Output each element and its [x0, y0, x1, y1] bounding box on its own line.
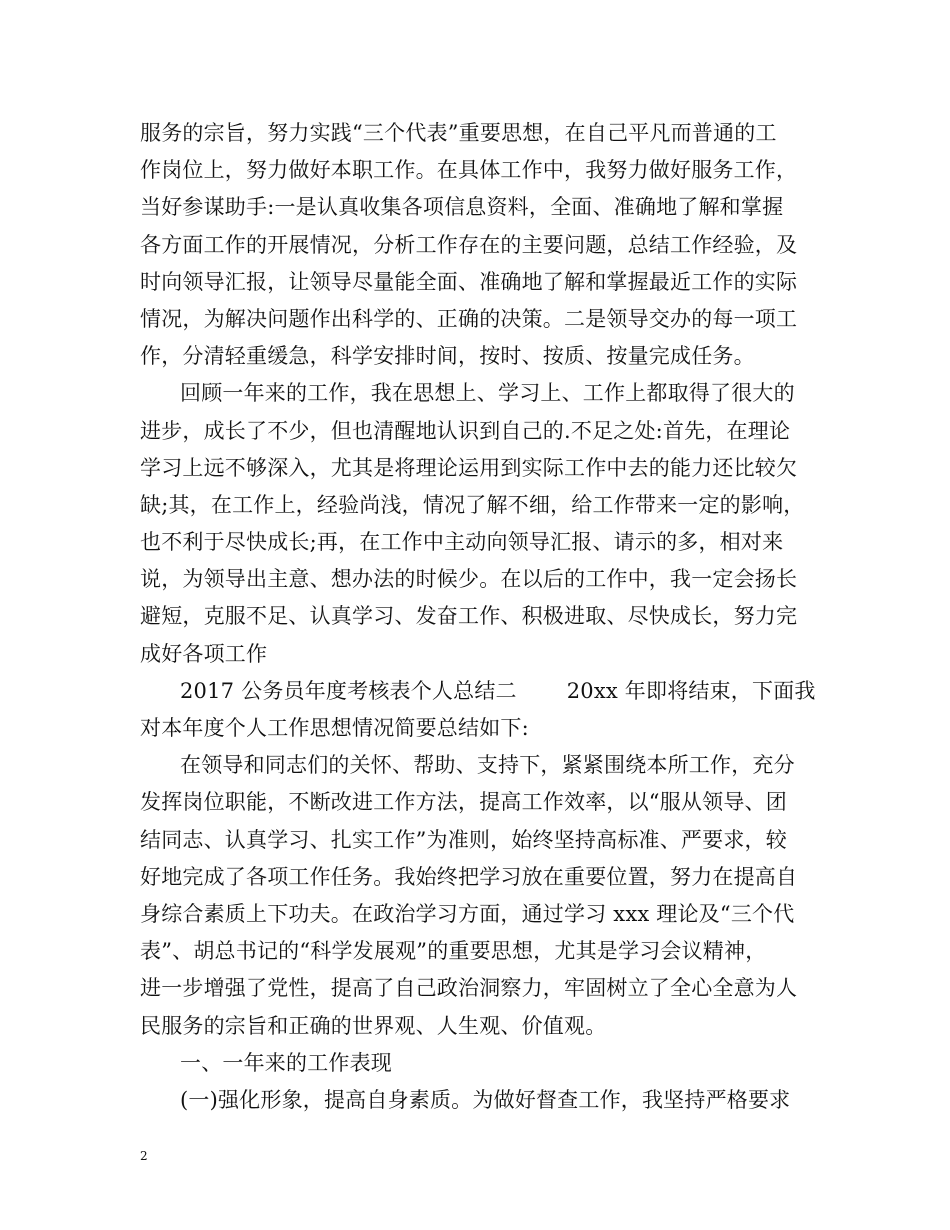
text-line: 发挥岗位职能，不断改进工作方法，提高工作效率，以“服从领导、团: [140, 790, 787, 815]
text-line: 情况，为解决问题作出科学的、正确的决策。二是领导交办的每一项工: [140, 306, 798, 331]
text-line: 学习上远不够深入，尤其是将理论运用到实际工作中去的能力还比较欠: [140, 455, 798, 480]
text-line: 作，分清轻重缓急，科学安排时间，按时、按质、按量完成任务。: [140, 344, 755, 369]
paragraph-first-line: 在领导和同志们的关怀、帮助、支持下，紧紧围绕本所工作，充分: [180, 753, 795, 778]
text-line: 时向领导汇报，让领导尽量能全面、准确地了解和掌握最近工作的实际: [140, 269, 798, 294]
text-line: 身综合素质上下功夫。在政治学习方面，通过学习 xxx 理论及“三个代: [140, 901, 795, 926]
text-line: 成好各项工作: [140, 641, 268, 666]
text-line: 进步，成长了不少，但也清醒地认识到自己的.不足之处:首先，在理论: [140, 418, 791, 443]
text-line: 好地完成了各项工作任务。我始终把学习放在重要位置，努力在提高自: [140, 864, 798, 889]
document-body: [140, 115, 816, 1119]
subheading: 一、一年来的工作表现: [180, 1050, 392, 1075]
text-line: 各方面工作的开展情况，分析工作存在的主要问题，总结工作经验，及: [140, 232, 798, 257]
paragraph-first-line: (一)强化形象，提高自身素质。为做好督查工作，我坚持严格要求: [180, 1087, 791, 1112]
text-line: 缺;其，在工作上，经验尚浅，情况了解不细，给工作带来一定的影响，: [140, 492, 805, 517]
text-line: 对本年度个人工作思想情况简要总结如下:: [140, 716, 529, 740]
text-line: 民服务的宗旨和正确的世界观、人生观、价值观。: [140, 1013, 607, 1038]
text-line: 说，为领导出主意、想办法的时候少。在以后的工作中，我一定会扬长: [140, 567, 798, 592]
text-line: 表”、胡总书记的“科学发展观”的重要思想，尤其是学习会议精神，: [140, 939, 767, 964]
text-line: 结同志、认真学习、扎实工作”为准则，始终坚持高标准、严要求，较: [140, 827, 787, 852]
page-number: 2: [140, 1149, 148, 1163]
section-heading-line: [140, 673, 816, 710]
text-line: 作岗位上，努力做好本职工作。在具体工作中，我努力做好服务工作，: [140, 158, 798, 183]
text-line: 当好参谋助手:一是认真收集各项信息资料，全面、准确地了解和掌握: [140, 195, 784, 220]
section-heading: 2017 公务员年度考核表个人总结二: [180, 678, 517, 703]
paragraph-first-line: 回顾一年来的工作，我在思想上、学习上、工作上都取得了很大的: [180, 381, 795, 406]
text-line: 进一步增强了党性，提高了自己政治洞察力，牢固树立了全心全意为人: [140, 976, 798, 1001]
text-line: 也不利于尽快成长;再，在工作中主动向领导汇报、请示的多，相对来: [140, 530, 784, 555]
section-intro: 20xx 年即将结束，下面我: [566, 678, 816, 703]
text-line: 避短，克服不足、认真学习、发奋工作、积极进取、尽快成长，努力完: [140, 604, 798, 629]
text-line: 服务的宗旨，努力实践“三个代表”重要思想，在自己平凡而普通的工: [140, 121, 777, 145]
